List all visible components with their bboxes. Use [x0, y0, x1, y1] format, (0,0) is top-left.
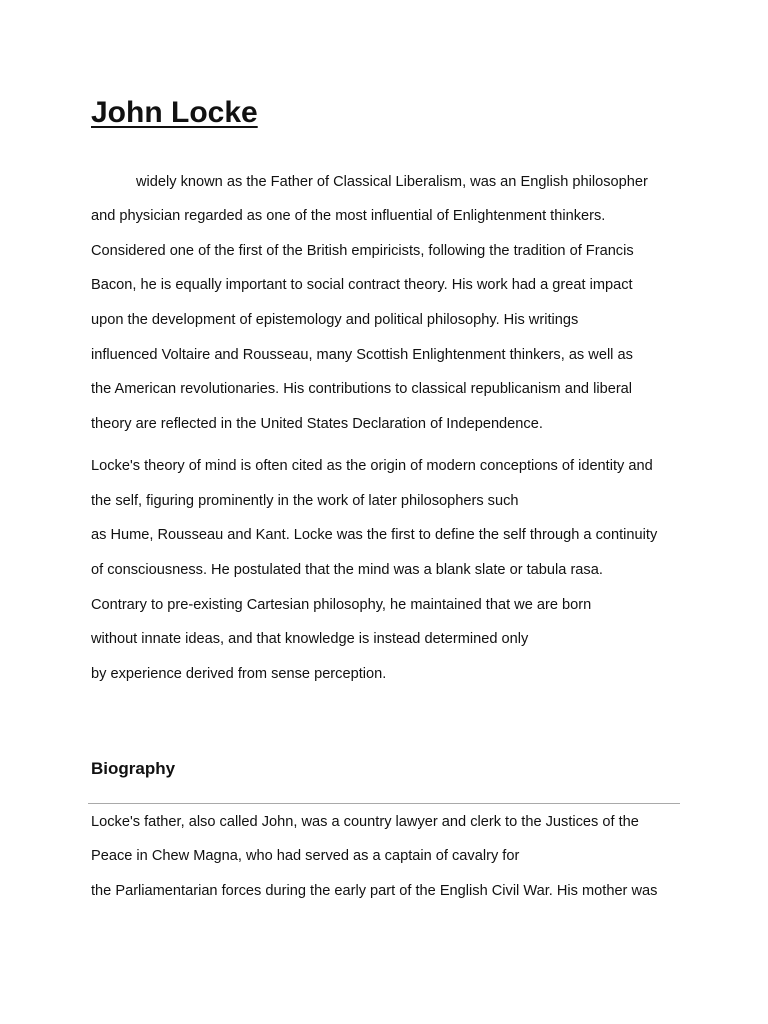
document-title: John Locke — [91, 96, 258, 129]
paragraph-2-line: Locke's theory of mind is often cited as the origin of modern conceptions of identity and — [91, 458, 653, 474]
paragraph-1-line: and physician regarded as one of the most influential of Enlightenment thinkers. — [91, 208, 606, 224]
paragraph-1-line: the American revolutionaries. His contributions to classical republicanism and liberal — [91, 381, 633, 397]
section-divider — [88, 803, 680, 804]
paragraph-2-line: Contrary to pre-existing Cartesian philosophy, he maintained that we are born — [91, 597, 592, 613]
paragraph-2-line: without innate ideas, and that knowledge is instead determined only — [91, 631, 529, 647]
paragraph-2-line: of consciousness. He postulated that the mind was a blank slate or tabula rasa. — [91, 562, 603, 578]
paragraph-1-line: theory are reflected in the United States Declaration of Independence. — [91, 416, 543, 432]
paragraph-2-line: the self, figuring prominently in the work of later philosophers such — [91, 493, 519, 509]
paragraph-1-line: widely known as the Father of Classical Liberalism, was an English philosopher — [136, 174, 648, 190]
paragraph-3-line: Peace in Chew Magna, who had served as a captain of cavalry for — [91, 848, 520, 864]
section-heading-biography: Biography — [91, 759, 176, 778]
paragraph-3-line: Locke's father, also called John, was a country lawyer and clerk to the Justices of the — [91, 814, 639, 830]
paragraph-3-line: the Parliamentarian forces during the early part of the English Civil War. His mother was — [91, 883, 658, 899]
paragraph-1-line: Considered one of the first of the British empiricists, following the tradition of Francis — [91, 243, 634, 259]
paragraph-1-line: Bacon, he is equally important to social contract theory. His work had a great impact — [91, 277, 633, 293]
paragraph-1-line: influenced Voltaire and Rousseau, many Scottish Enlightenment thinkers, as well as — [91, 347, 633, 363]
paragraph-2-line: by experience derived from sense perception. — [91, 666, 387, 682]
paragraph-2-line: as Hume, Rousseau and Kant. Locke was the first to define the self through a continuity — [91, 527, 658, 543]
paragraph-1-line: upon the development of epistemology and political philosophy. His writings — [91, 312, 579, 328]
